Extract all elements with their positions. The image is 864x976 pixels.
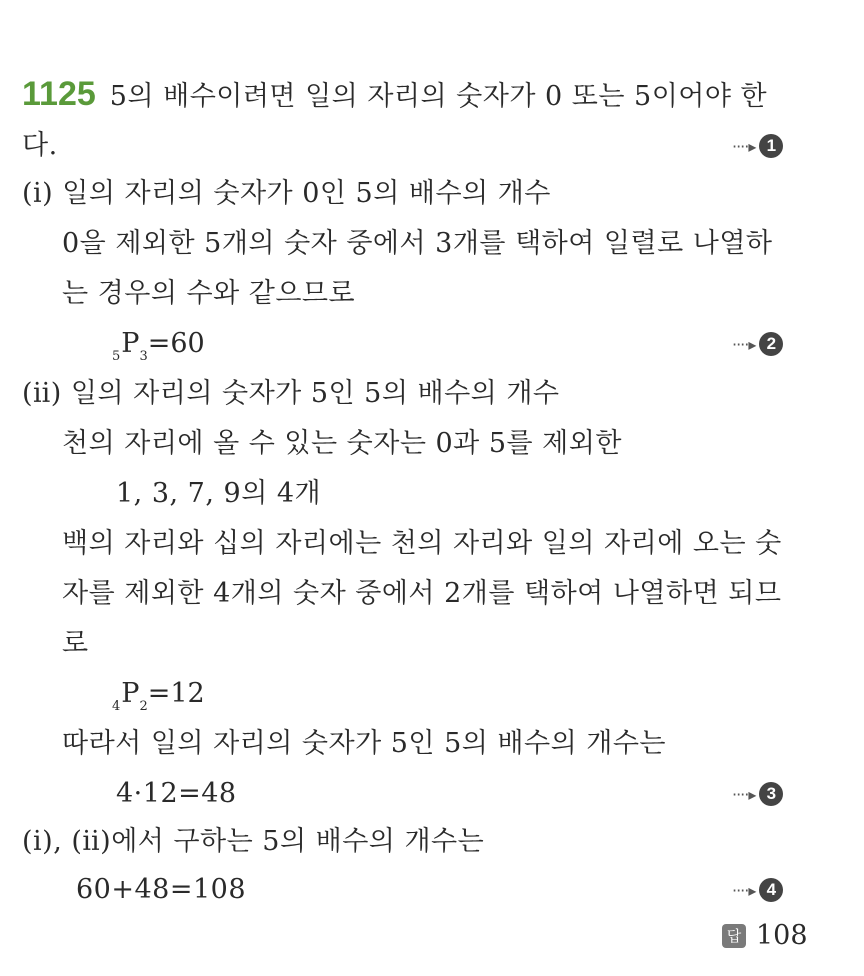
dotted-arrow-icon: ····▸ (732, 136, 756, 156)
case-2-heading: (ⅱ) 일의 자리의 숫자가 5인 5의 배수의 개수 (22, 378, 560, 409)
circled-number-3-icon: 3 (759, 782, 783, 806)
circled-number-2-icon: 2 (759, 332, 783, 356)
conclusion-line-1: (ⅰ), (ⅱ)에서 구하는 5의 배수의 개수는 (22, 826, 485, 857)
answer-icon: 답 (722, 924, 746, 948)
perm-n: 4 (112, 699, 121, 714)
dotted-arrow-icon: ····▸ (732, 784, 756, 804)
case-1-line-2: 는 경우의 수와 같으므로 (62, 278, 356, 309)
case-2-line-3: 백의 자리와 십의 자리에는 천의 자리와 일의 자리에 오는 숫 (62, 528, 782, 559)
case-1-heading: (ⅰ) 일의 자리의 숫자가 0인 5의 배수의 개수 (22, 178, 551, 209)
perm-letter: P (121, 328, 140, 359)
perm-n: 5 (112, 349, 121, 364)
step-marker-4 (732, 875, 783, 905)
case-1-line-1: 0을 제외한 5개의 숫자 중에서 3개를 택하여 일렬로 나열하 (62, 228, 773, 259)
step-marker-3 (732, 779, 783, 809)
problem-intro-line-2: 다. (22, 130, 58, 161)
perm-letter: P (121, 678, 140, 709)
circled-number-1-icon: 1 (759, 134, 783, 158)
circled-number-4-icon: 4 (759, 878, 783, 902)
answer (722, 918, 808, 954)
perm-result: =12 (147, 678, 205, 709)
case-2-line-5: 로 (62, 628, 89, 659)
case-2-product: 4·12=48 (116, 778, 237, 809)
step-marker-1 (732, 131, 783, 161)
case-2-line-2: 1, 3, 7, 9의 4개 (116, 478, 322, 509)
dotted-arrow-icon: ····▸ (732, 334, 756, 354)
conclusion-sum: 60+48=108 (76, 874, 246, 905)
perm-result: =60 (147, 328, 205, 359)
perm-r: 2 (139, 699, 148, 714)
step-marker-2 (732, 329, 783, 359)
case-2-line-4: 자를 제외한 4개의 숫자 중에서 2개를 택하여 나열하면 되므 (62, 578, 782, 609)
case-2-permutation (112, 676, 205, 717)
dotted-arrow-icon: ····▸ (732, 880, 756, 900)
perm-r: 3 (139, 349, 148, 364)
case-2-line-6: 따라서 일의 자리의 숫자가 5인 5의 배수의 개수는 (62, 728, 666, 759)
case-1-permutation (112, 326, 205, 367)
problem-intro-line-1 (22, 76, 767, 115)
answer-value: 108 (756, 920, 808, 951)
case-2-line-1: 천의 자리에 올 수 있는 숫자는 0과 5를 제외한 (62, 428, 622, 459)
problem-number: 1125 (22, 75, 96, 113)
problem-intro-text: 5의 배수이려면 일의 자리의 숫자가 0 또는 5이어야 한 (109, 81, 768, 112)
